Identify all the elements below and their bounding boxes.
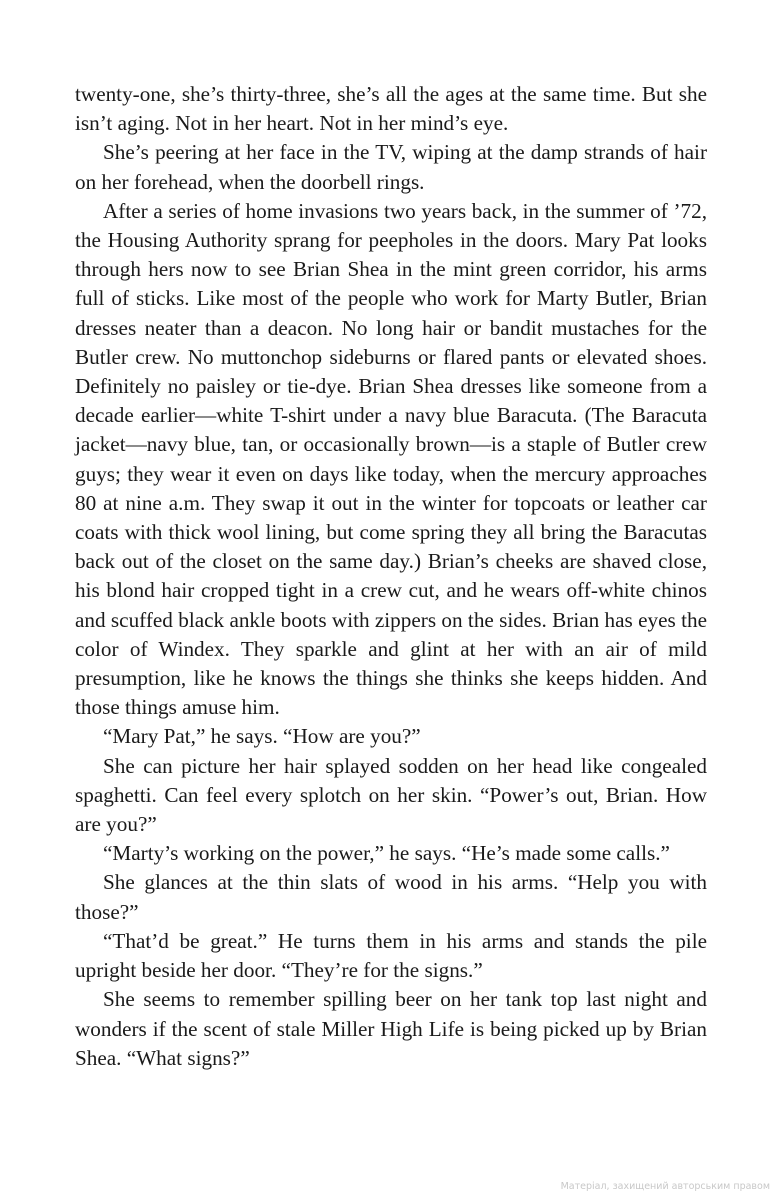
paragraph: She can picture her hair splayed sodden on her head like congealed spaghetti. Can feel every splotch on her skin. “Power’s out, Brian. How are you?” bbox=[75, 753, 707, 837]
paragraph: “Marty’s working on the power,” he says. “He’s made some calls.” bbox=[103, 841, 670, 866]
paragraph: “That’d be great.” He turns them in his arms and stands the pile upright beside her door. “They’re for the signs.” bbox=[75, 928, 707, 983]
paragraph: She’s peering at her face in the TV, wiping at the damp strands of hair on her forehead, when the doorbell rings. bbox=[75, 140, 707, 194]
paragraph-continued: twenty-one, she’s thirty-three, she’s all the ages at the same time. But she isn’t aging. Not in her heart. Not in her mind’s eye. bbox=[75, 82, 707, 136]
paragraph: After a series of home invasions two years back, in the summer of ’72, the Housing Authority sprang for peepholes in the doors. Mary Pat looks through hers now to see Brian Shea in the mint green corridor, his arms full of sticks. Like most of the people who work for Marty Butler, Brian dresses neater than a deacon. No long hair or bandit mustaches for the Butler crew. No muttonchop sideburns or flared pants or elevated shoes. Definitely no paisley or tie-dye. Brian Shea dresses like someone from a decade earlier—white T-shirt under a navy blue Baracuta. (The Baracuta jacket—navy blue, tan, or occasionally brown—is a staple of Butler crew guys; they wear it even on days like today, when the mercury approaches 80 at nine a.m. They swap it out in the winter for topcoats or leather car coats with thick wool lining, but come spring they all bring the Baracutas back out of the closet on the same day.) Brian’s cheeks are shaved close, his blond hair cropped tight in a crew cut, and he wears off-white chinos and scuffed black ankle boots with zippers on the sides. Brian has eyes the color of Windex. They sparkle and glint at her with an air of mild presumption, like he knows the things she thinks she keeps hidden. And those things amuse him. bbox=[75, 198, 707, 720]
paragraph: She glances at the thin slats of wood in his arms. “Help you with those?” bbox=[75, 870, 707, 924]
copyright-watermark: Матеріал, захищений авторським правом bbox=[560, 1181, 770, 1192]
book-page bbox=[75, 80, 707, 1073]
paragraph: She seems to remember spilling beer on her tank top last night and wonders if the scent of stale Miller High Life is being picked up by Brian Shea. “What signs?” bbox=[75, 987, 707, 1070]
paragraph: “Mary Pat,” he says. “How are you?” bbox=[103, 724, 421, 749]
